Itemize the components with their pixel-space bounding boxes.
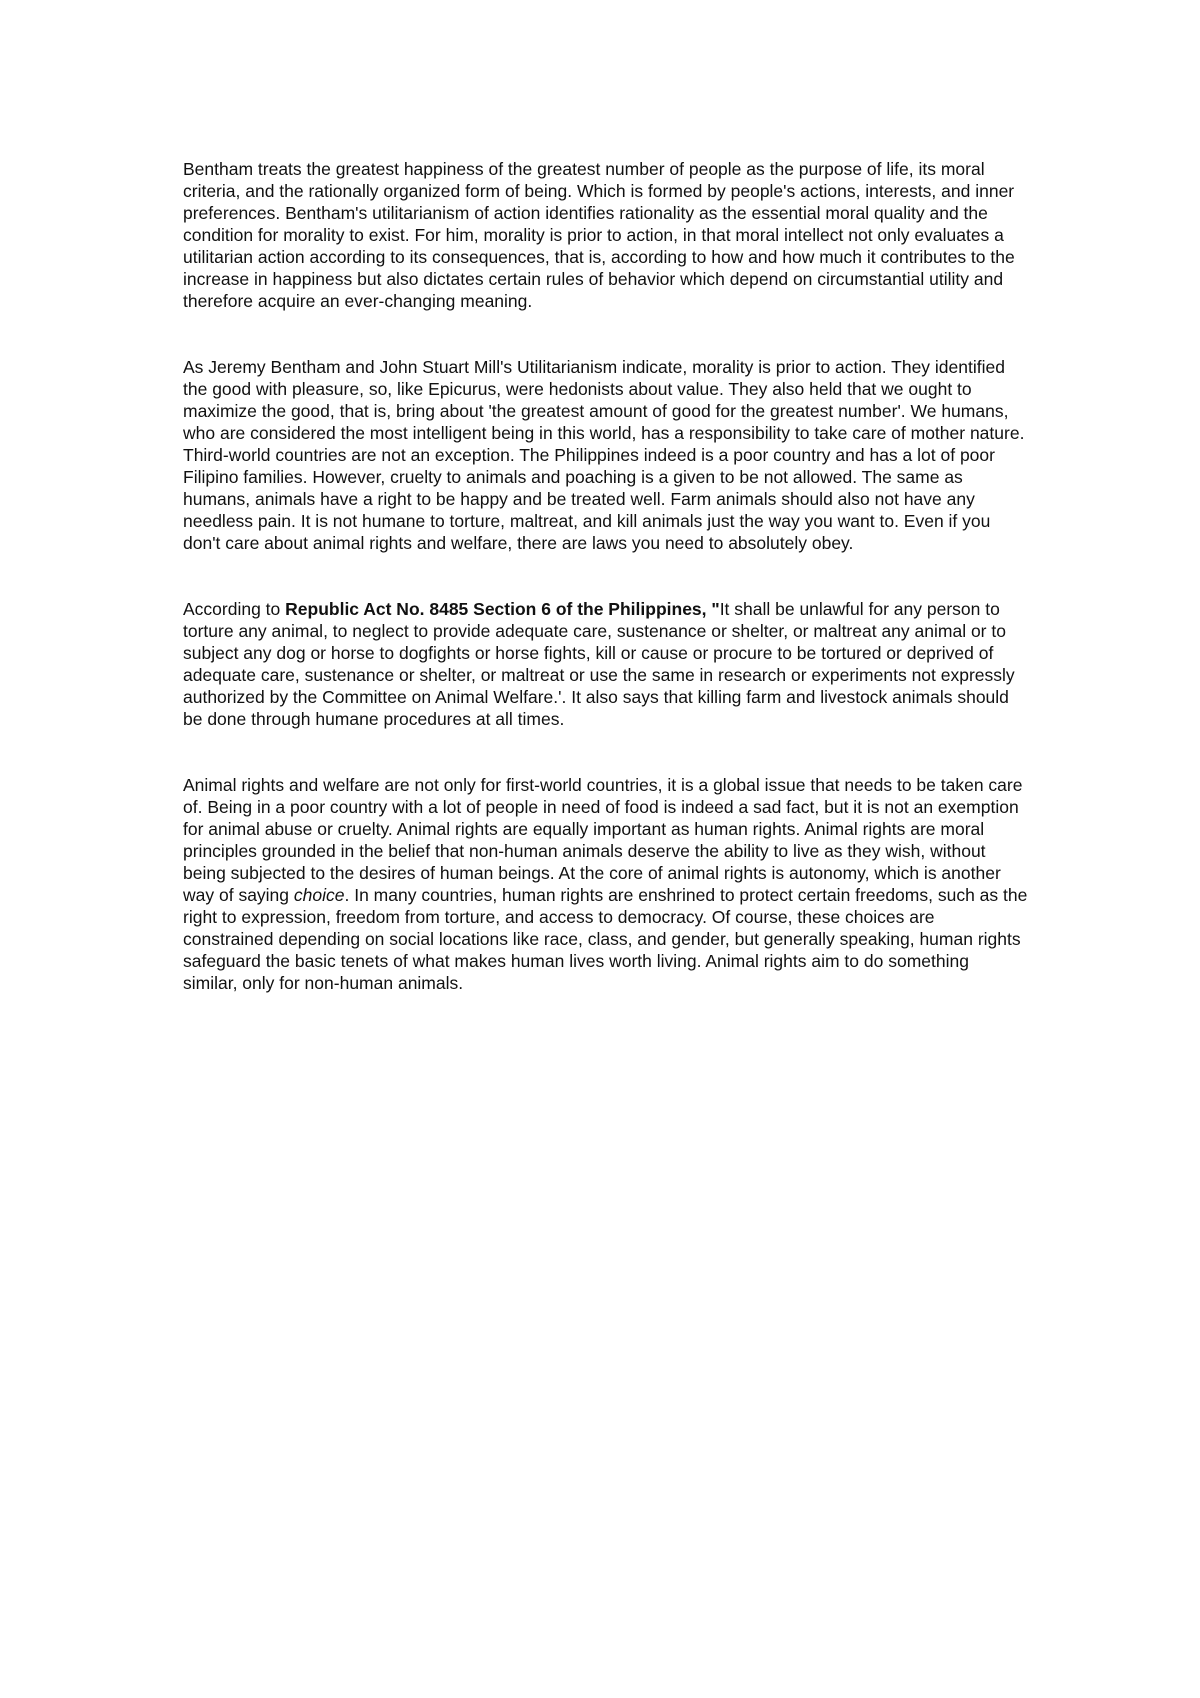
animal-rights-emphasis: choice <box>293 885 345 905</box>
paragraph-spacer <box>183 312 1028 356</box>
paragraph-spacer <box>183 554 1028 598</box>
paragraph-animal-rights <box>183 774 1028 994</box>
paragraph-republic-act <box>183 598 1028 730</box>
paragraph-utilitarianism-animals: As Jeremy Bentham and John Stuart Mill's Utilitarianism indicate, morality is prior to action. They identified the good with pleasure, so, like Epicurus, were hedonists about value. They also held that we ought to maximize the good, that is, bring about 'the greatest amount of good for the greatest number'. We humans, who are considered the most intelligent being in this world, has a responsibility to take care of mother nature. Third-world countries are not an exception. The Philippines indeed is a poor country and has a lot of poor Filipino families. However, cruelty to animals and poaching is a given to be not allowed. The same as humans, animals have a right to be happy and be treated well. Farm animals should also not have any needless pain. It is not humane to torture, maltreat, and kill animals just the way you want to. Even if you don't care about animal rights and welfare, there are laws you need to absolutely obey. <box>183 357 1025 553</box>
paragraph-bentham-utilitarianism: Bentham treats the greatest happiness of the greatest number of people as the purpose of life, its moral criteria, and the rationally organized form of being. Which is formed by people's actions, interests, and inner preferences. Bentham's utilitarianism of action identifies rationality as the essential moral quality and the condition for morality to exist. For him, morality is prior to action, in that moral intellect not only evaluates a utilitarian action according to its consequences, that is, according to how and how much it contributes to the increase in happiness but also dictates certain rules of behavior which depend on circumstantial utility and therefore acquire an ever-changing meaning. <box>183 159 1015 311</box>
republic-act-lead: According to <box>183 599 286 619</box>
republic-act-quote: It shall be unlawful for any person to torture any animal, to neglect to provide adequate care, sustenance or shelter, or maltreat any animal or to subject any dog or horse to dogfights or horse fights, kill or cause or procure to be tortured or deprived of adequate care, sustenance or shelter, or maltreat or use the same in research or experiments not expressly authorized by the Committee on Animal Welfare.'. It also says that killing farm and livestock animals should be done through humane procedures at all times. <box>183 599 1015 729</box>
republic-act-citation: Republic Act No. 8485 Section 6 of the Philippines, " <box>285 599 720 619</box>
animal-rights-text-after: . In many countries, human rights are enshrined to protect certain freedoms, such as the right to expression, freedom from torture, and access to democracy. Of course, these choices are constrained depending on social locations like race, class, and gender, but generally speaking, human rights safeguard the basic tenets of what makes human lives worth living. Animal rights aim to do something similar, only for non-human animals. <box>183 885 1028 993</box>
paragraph-spacer <box>183 730 1028 774</box>
animal-rights-text-before: Animal rights and welfare are not only for first-world countries, it is a global issue that needs to be taken care of. Being in a poor country with a lot of people in need of food is indeed a sad fact, but it is not an exemption for animal abuse or cruelty. Animal rights are equally important as human rights. Animal rights are moral principles grounded in the belief that non-human animals deserve the ability to live as they wish, without being subjected to the desires of human beings. At the core of animal rights is autonomy, which is another way of saying <box>183 775 1023 905</box>
document-body <box>183 158 1028 994</box>
